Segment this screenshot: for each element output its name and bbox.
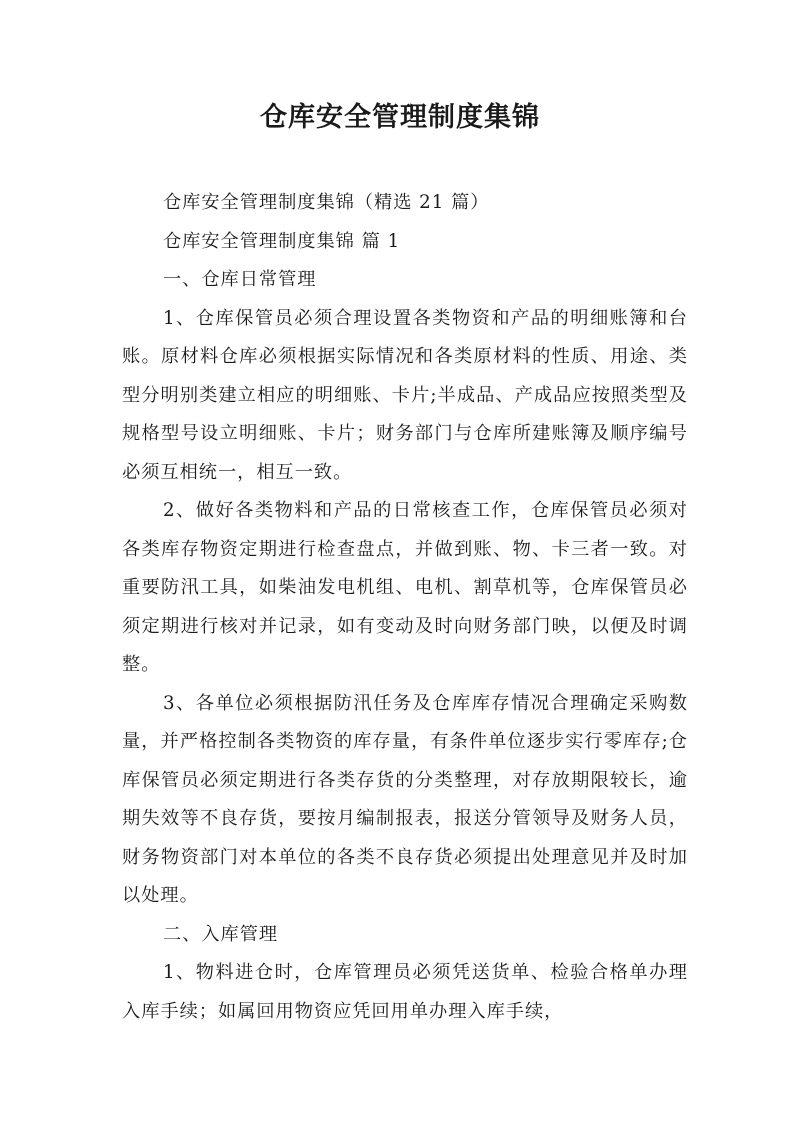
document-title: 仓库安全管理制度集锦: [260, 102, 540, 133]
subsection-heading-paragraph: 一、仓库日常管理: [162, 269, 317, 290]
subsection-heading-paragraph: 二、入库管理: [162, 923, 279, 945]
body-paragraph: 3、各单位必须根据防汛任务及仓库库存情况合理确定采购数量，并严格控制各类物资的库存量，有条件单位逐步实行零库存;仓库保管员必须定期进行各类存货的分类整理，对存放期限较长，逾期失效等不良存货，要按月编制报表，报送分管领导及财务人员，财务物资部门对本单位的各类不良存货必须提出处理意见并及时加以处理。: [122, 692, 688, 906]
body-paragraph: 1、物料进仓时，仓库管理员必须凭送货单、检验合格单办理入库手续；如属回用物资应凭回用单办理入库手续，: [122, 962, 688, 1022]
document-body: [122, 184, 688, 1031]
body-paragraph: 2、做好各类物料和产品的日常核查工作，仓库保管员必须对各类库存物资定期进行检查盘点，并做到账、物、卡三者一致。对重要防汛工具，如柴油发电机组、电机、割草机等，仓库保管员必须定期进行核对并记录，如有变动及时向财务部门映，以便及时调整。: [122, 500, 688, 675]
subtitle-paragraph: 仓库安全管理制度集锦（精选 21 篇）: [162, 192, 490, 213]
section-heading-paragraph: 仓库安全管理制度集锦 篇 1: [162, 230, 401, 252]
body-paragraph: 1、仓库保管员必须合理设置各类物资和产品的明细账簿和台账。原材料仓库必须根据实际情况和各类原材料的性质、用途、类型分明别类建立相应的明细账、卡片;半成品、产成品应按照类型及规格型号设立明细账、卡片；财务部门与仓库所建账簿及顺序编号必须互相统一，相互一致。: [122, 307, 688, 483]
